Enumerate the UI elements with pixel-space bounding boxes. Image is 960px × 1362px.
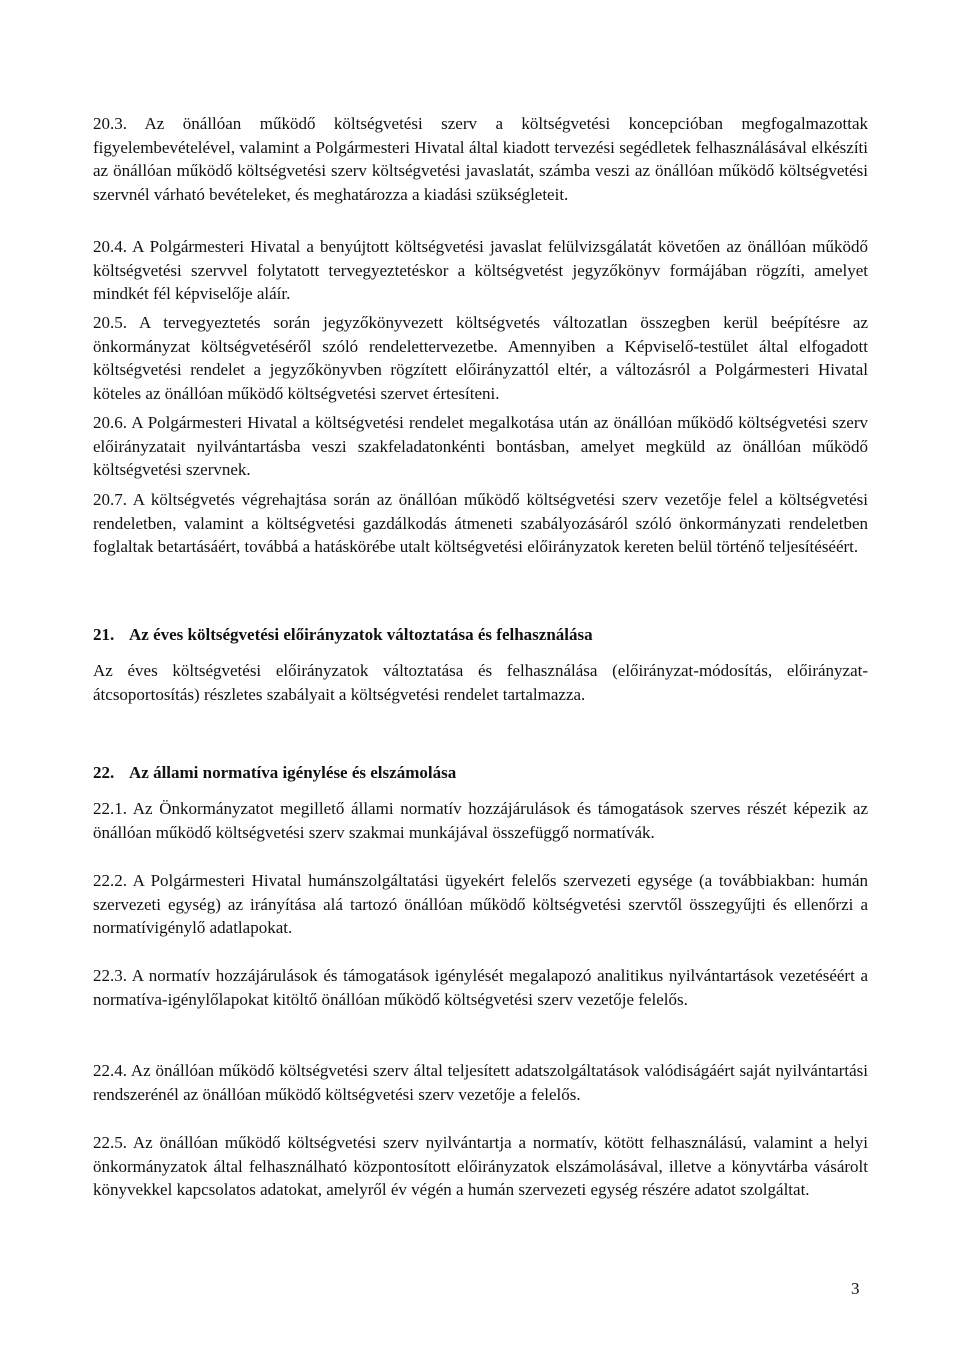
paragraph-22-3: 22.3. A normatív hozzájárulások és támogatások igénylését megalapozó analitikus nyilvántartások vezetéséért a normatíva-igénylőlapokat kitöltő önállóan működő költségvetési szerv vezetője felelős. bbox=[93, 966, 868, 1009]
paragraph-21: Az éves költségvetési előirányzatok változtatása és felhasználása (előirányzat-módosítás, előirányzat-átcsoportosítás) részletes szabályait a költségvetési rendelet tartalmazza. bbox=[93, 661, 868, 704]
section-title-22: Az állami normatíva igénylése és elszámolása bbox=[129, 763, 457, 782]
paragraph-20-6: 20.6. A Polgármesteri Hivatal a költségvetési rendelet megalkotása után az önállóan működő költségvetési szerv előirányzatait nyilvántartásba veszi szakfeladatonkénti bontásban, amelyet megküld az önállóan működő költségvetési szervnek. bbox=[93, 413, 868, 480]
paragraph-20-7: 20.7. A költségvetés végrehajtása során az önállóan működő költségvetési szerv vezetője felel a költségvetési rendeletben, valamint a költségvetési gazdálkodás átmeneti szabályozásáról szóló önkormányzati rendeletben foglaltak betartásáért, továbbá a hatáskörébe utalt költségvetési előirányzatok kereten belül történő teljesítéséért. bbox=[93, 490, 868, 557]
section-number-21: 21. bbox=[93, 625, 115, 644]
paragraph-20-4: 20.4. A Polgármesteri Hivatal a benyújtott költségvetési javaslat felülvizsgálatát követően az önállóan működő költségvetési szervvel folytatott tervegyeztetéskor a költségvetést jegyzőkönyv formájában rögzíti, amelyet mindkét fél képviselője aláír. bbox=[93, 237, 868, 304]
section-number-22: 22. bbox=[93, 763, 115, 782]
section-title-21: Az éves költségvetési előirányzatok változtatása és felhasználása bbox=[129, 625, 593, 644]
paragraph-22-1: 22.1. Az Önkormányzatot megillető állami normatív hozzájárulások és támogatások szerves részét képezik az önállóan működő költségvetési szerv szakmai munkájával összefüggő normatívák. bbox=[93, 799, 868, 842]
paragraph-22-2: 22.2. A Polgármesteri Hivatal humánszolgáltatási ügyekért felelős szervezeti egysége (a továbbiakban: humán szervezeti egység) az irányítása alá tartozó önállóan működő költségvetési szervtől összegyűjti és ellenőrzi a normatívigénylő adatlapokat. bbox=[93, 871, 868, 938]
section-heading-22 bbox=[93, 761, 868, 784]
paragraph-22-4: 22.4. Az önállóan működő költségvetési szerv által teljesített adatszolgáltatások valódiságáért saját nyilvántartási rendszerénél az önállóan működő költségvetési szerv vezetője a felelős. bbox=[93, 1061, 868, 1104]
paragraph-22-5: 22.5. Az önállóan működő költségvetési szerv nyilvántartja a normatív, kötött felhasználású, valamint a helyi önkormányzatok által felhasználható központosított előirányzatok elszámolásával, illetve a könyvtárba vásárolt könyvekkel kapcsolatos adatokat, amelyről év végén a humán szervezeti egység részére adatot szolgáltat. bbox=[93, 1133, 868, 1200]
page-number: 3 bbox=[851, 1279, 860, 1298]
paragraph-20-3: 20.3. Az önállóan működő költségvetési szerv a költségvetési koncepcióban megfogalmazottak figyelembevételével, valamint a Polgármesteri Hivatal által kiadott tervezési segédletek felhasználásával elkészíti az önállóan működő költségvetési szerv költségvetési javaslatát, számba veszi az önállóan működő költségvetési szervnél várható bevételeket, és meghatározza a kiadási szükségleteit. bbox=[93, 114, 868, 204]
paragraph-20-5: 20.5. A tervegyeztetés során jegyzőkönyvezett költségvetés változatlan összegben kerül beépítésre az önkormányzat költségvetéséről szóló rendelettervezetbe. Amennyiben a Képviselő-testület által elfogadott költségvetési rendelet a jegyzőkönyvben rögzített előirányzattól eltér, a változásról a Polgármesteri Hivatal köteles az önállóan működő költségvetési szervet értesíteni. bbox=[93, 313, 868, 403]
section-heading-21 bbox=[93, 623, 868, 646]
